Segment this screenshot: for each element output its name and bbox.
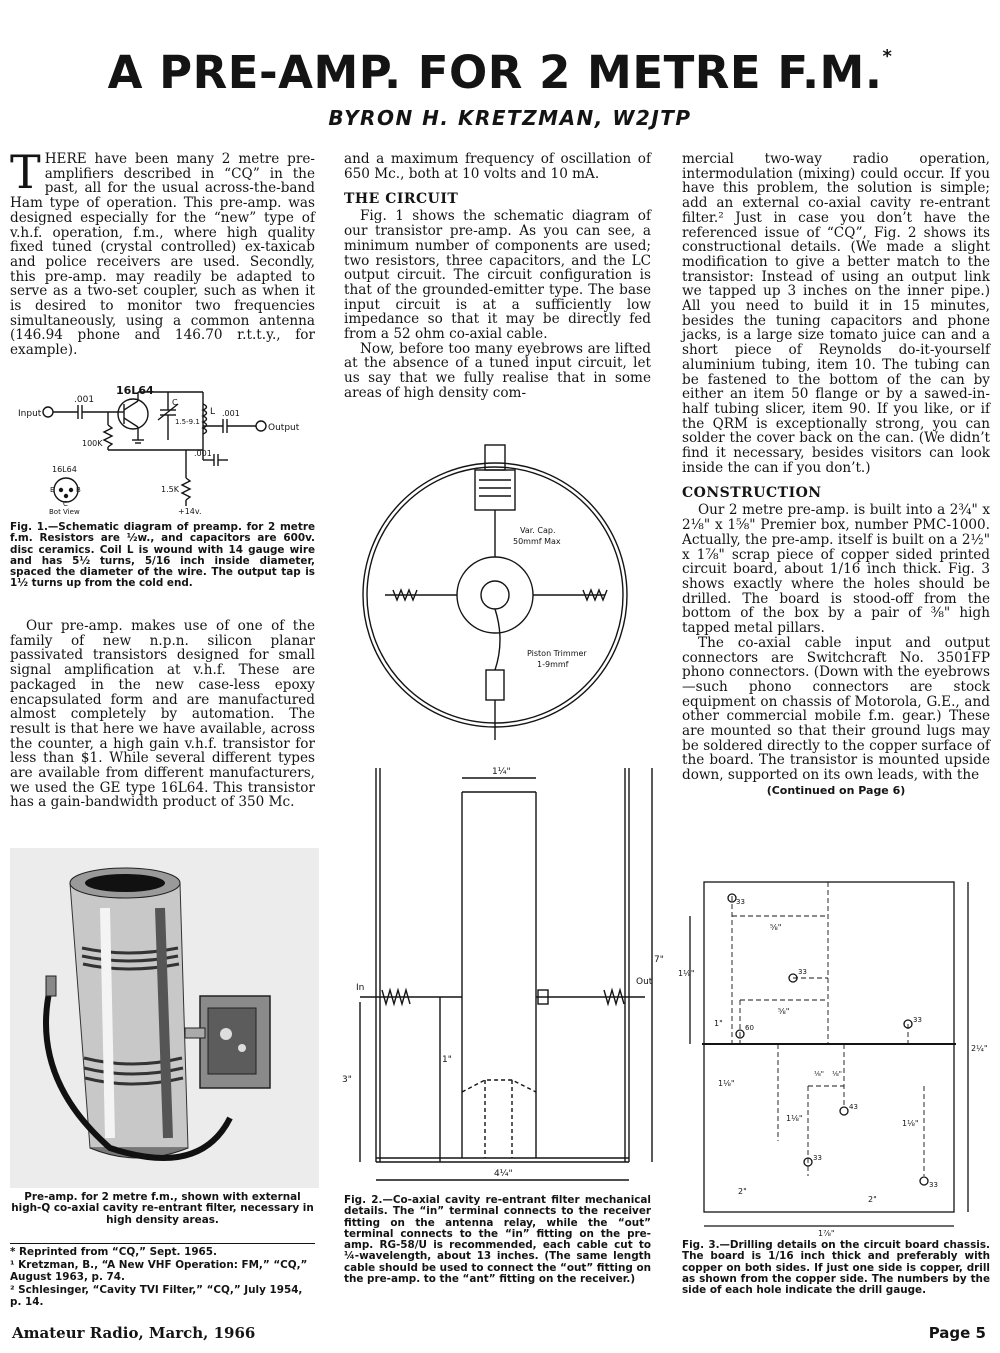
footnote-1: ¹ Kretzman, B., “A New VHF Operation: FM,” “CQ,” August 1963, p. 74.	[10, 1258, 308, 1283]
figure-3-caption: Fig. 3.—Drilling details on the circuit board chassis. The board is 1/16 inch thick and preferably with copper on both sides. If just one side is copper, drill as shown from the copper side. The numbers by the side of each hole indicate the drill gauge.	[682, 1239, 990, 1297]
fig3-label-dim-11: 1⅞"	[818, 1229, 835, 1236]
fig3-label-dim-12: 2¼"	[971, 1044, 988, 1053]
output-jack-icon	[256, 421, 266, 431]
fig1-label-pinout-name: 16L64	[52, 465, 77, 474]
fig3-label-dim-13: 2"	[738, 1187, 747, 1196]
column-2	[344, 152, 651, 401]
fig3-label-dim-5: 1⅛"	[718, 1079, 735, 1088]
input-jack-icon	[43, 407, 53, 417]
fig1-label-cap-out: .001	[222, 409, 240, 418]
fig1-label-pin-e: E	[50, 486, 55, 494]
fig1-label-pin-b: B	[76, 486, 81, 494]
figure-2-caption: Fig. 2.—Co-axial cavity re-entrant filter mechanical details. The “in” terminal connects to the receiver fitting on the antenna relay, while the “out” terminal connects to the “in” fitting on the pre-amp. RG-58/U is recommended, each cable cut to ¼-wavelength, about 13 inches. (The same length cable should be used to connect the “out” fitting on the pre-amp. to the “ant” fitting on the receiver.)	[344, 1194, 651, 1286]
paragraph-construction-2: The co-axial cable input and output connectors are Switchcraft No. 3501FP phono connectors. (Down with the eyebrows—such phono connectors are stock equipment on chassis of Motorola, G.E., and other commercial mobile f.m. gear.) These are mounted so that their ground lugs may be soldered directly to the copper surface of the board. The transistor is mounted upside down, supported on its own leads, with the	[682, 634, 990, 784]
paragraph-circuit-2: Now, before too many eyebrows are lifted at the absence of a tuned input circuit, let us say that we fully realise that in some areas of high density com-	[344, 340, 651, 401]
article-title: A PRE-AMP. FOR 2 METRE F.M.*	[107, 46, 893, 99]
fig2-label-in: In	[356, 983, 365, 993]
fig1-label-cap-var: 1.5-9.1	[175, 418, 200, 426]
heading-construction: CONSTRUCTION	[682, 485, 822, 502]
fig3-label-hole-3: 60	[745, 1024, 754, 1032]
preamp-photo	[10, 848, 319, 1188]
fig1-label-res1: 100K	[82, 439, 103, 448]
fig1-label-cap-in: .001	[74, 395, 95, 405]
fig3-label-dim-1: ⅝"	[770, 923, 782, 932]
fig2-label-dim-bottom: 4¼"	[494, 1169, 513, 1179]
fig1-label-input: Input	[18, 409, 42, 419]
fig2-label-dim-height: 7"	[654, 955, 664, 965]
fig3-label-dim-6: ⅛"	[814, 1070, 825, 1078]
footnotes	[10, 1243, 315, 1309]
fig3-label-dim-7: ⅛"	[832, 1070, 843, 1078]
fig2-label-var-cap: Var. Cap.	[520, 526, 556, 535]
fig3-label-dim-3: ⅝"	[778, 1007, 790, 1016]
fig3-label-dim-9: 1⅛"	[902, 1119, 919, 1128]
fig2-label-var-cap-value: 50mmf Max	[513, 537, 561, 546]
paragraph-transistor: Our pre-amp. makes use of one of the family of new n.p.n. silicon planar passivated transistors designed for small signal amplification at v.h.f. These are packaged in the new case-less epoxy encapsulated form and are manufactured almost completely by automation. The result is that here we have available, across the counter, a high gain v.h.f. transistor for less than $1. While several different types are available from different manufacturers, we used the GE type 16L64. This transistor has a gain-bandwidth product of 350 Mc.	[10, 618, 315, 811]
footer-publication: Amateur Radio, March, 1966	[12, 1324, 256, 1342]
fig3-label-dim-8: 1⅛"	[786, 1114, 803, 1123]
fig2-label-dim-top: 1¼"	[492, 767, 511, 777]
figure-1-schematic	[18, 380, 318, 518]
heading-circuit: THE CIRCUIT	[344, 191, 459, 208]
paragraph-construction-1: Our 2 metre pre-amp. is built into a 2¾" x 2⅛" x 1⅝" Premier box, number PMC-1000. Actually, the pre-amp. itself is built on a 2½" x 1⅞" scrap piece of copper sided printed circuit board, about 1/16 inch thick. Fig. 3 shows exactly where the holes should be drilled. The board is stood-off from the bottom of the box by a pair of ⅜" high tapped metal pillars.	[682, 502, 990, 637]
column-3	[682, 152, 990, 796]
paragraph-frequency: and a maximum frequency of oscillation of 650 Mc., both at 10 volts and 10 mA.	[344, 151, 651, 182]
fig1-label-transistor: 16L64	[116, 384, 154, 397]
footnote-2: ² Schlesinger, “Cavity TVI Filter,” “CQ,” July 1954, p. 14.	[10, 1283, 303, 1308]
figure-2-cavity-top-view	[355, 440, 645, 750]
figure-1-caption-block	[10, 522, 315, 590]
fig1-label-res2: 1.5K	[161, 485, 179, 494]
fig2-label-piston-value: 1-9mmf	[537, 660, 569, 669]
fig3-label-hole-4: 33	[913, 1016, 922, 1024]
article-byline: BYRON H. KRETZMAN, W2JTP	[328, 106, 692, 130]
intro-paragraph: THERE have been many 2 metre pre-amplifiers described in “CQ” in the past, all for the usual across-the-band Ham type of operation. This pre-amp. was designed especially for the “new” type of v.h.f. operation, f.m., where high quality fixed tuned (crystal controlled) ex-taxicab and police receivers are used. Secondly, this pre-amp. may readily be adapted to serve as a two-set coupler, such as when it is desired to monitor two frequencies simultaneously, using a common antenna (146.94 phone and 146.70 r.t.t.y., for example).	[10, 145, 315, 359]
fig3-label-hole-2: 33	[798, 968, 807, 976]
figure-3-drilling-diagram	[678, 876, 993, 1236]
fig3-label-hole-7: 33	[929, 1181, 938, 1189]
figure-2-cavity-side-view	[340, 762, 665, 1192]
figure-1-caption: Fig. 1.—Schematic diagram of preamp. for 2 metre f.m. Resistors are ½w., and capacitors are 600v. disc ceramics. Coil L is wound with 14 gauge wire and has 5½ turns, 5/16 inch inside diameter, spaced the diameter of the wire. The output tap is 1½ turns up from the cold end.	[10, 521, 315, 590]
continued-note: (Continued on Page 6)	[766, 783, 906, 797]
fig3-label-dim-4: 1"	[714, 1019, 723, 1028]
paragraph-cavity-filter: mercial two-way radio operation, intermodulation (mixing) could occur. If you have this problem, the solution is simple; add an external co-axial cavity re-entrant filter.² Just in case you don’t have the referenced issue of “CQ”, Fig. 2 shows its constructional details. (We made a slight modification to give a better match to the transistor: Instead of using an output link we tapped up 3 inches on the inner pipe.) All you need to build it in 15 minutes, besides the tuning capacitors and phone jacks, is a large size tomato juice can and a short piece of Reynolds do-it-yourself aluminium tubing, item 10. The tubing can be fastened to the bottom of the can by either an item 50 flange or by a sawed-in-half tubing slicer, item 90. If you like, or if the QRM is exceptionally strong, you can solder the cover back on the can. (We didn’t find it necessary, besides visitors can look inside the can if you don’t.)	[682, 151, 990, 476]
fig3-label-hole-5: 43	[849, 1103, 858, 1111]
fig3-label-hole-1: 33	[736, 898, 745, 906]
column-1-lower	[10, 619, 315, 810]
fig2-label-out: Out	[636, 977, 653, 987]
fig2-label-dim-inner: 1"	[442, 1055, 452, 1065]
fig3-label-dim-10: 2"	[868, 1195, 877, 1204]
photo-caption-block	[10, 1192, 315, 1226]
paragraph-circuit-1: Fig. 1 shows the schematic diagram of our transistor pre-amp. As you can see, a minimum number of components are used; two resistors, three capacitors, and the LC output circuit. The circuit configuration is that of the grounded-emitter type. The base input circuit is at a sufficiently low impedance so that it may be directly fed from a 52 ohm co-axial cable.	[344, 208, 651, 343]
fig1-label-supply: +14v.	[178, 507, 202, 516]
fig1-label-cap-bypass: .001	[194, 449, 212, 458]
pinout-icon	[54, 478, 78, 502]
fig1-label-coil: L	[210, 407, 216, 417]
fig1-label-pin-c: C	[63, 500, 68, 508]
fig2-label-dim-left: 3"	[342, 1075, 352, 1085]
fig1-label-cap-var-name: C	[172, 398, 178, 407]
column-1	[10, 145, 315, 359]
footer-page-number: Page 5	[928, 1324, 986, 1342]
figure-2-caption-block	[344, 1195, 651, 1285]
fig1-label-pinout-view: Bot View	[49, 508, 80, 516]
photo-caption: Pre-amp. for 2 metre f.m., shown with external high-Q co-axial cavity re-entrant filter, necessary in high density areas.	[11, 1191, 314, 1226]
drop-cap: T	[10, 145, 41, 199]
footnote-star: * Reprinted from “CQ,” Sept. 1965.	[10, 1246, 217, 1258]
fig3-label-hole-6: 33	[813, 1154, 822, 1162]
fig2-label-piston: Piston Trimmer	[527, 649, 587, 658]
fig1-label-output: Output	[268, 423, 300, 433]
fig3-label-dim-2: 1⅛"	[678, 969, 695, 978]
figure-3-caption-block	[682, 1240, 990, 1296]
